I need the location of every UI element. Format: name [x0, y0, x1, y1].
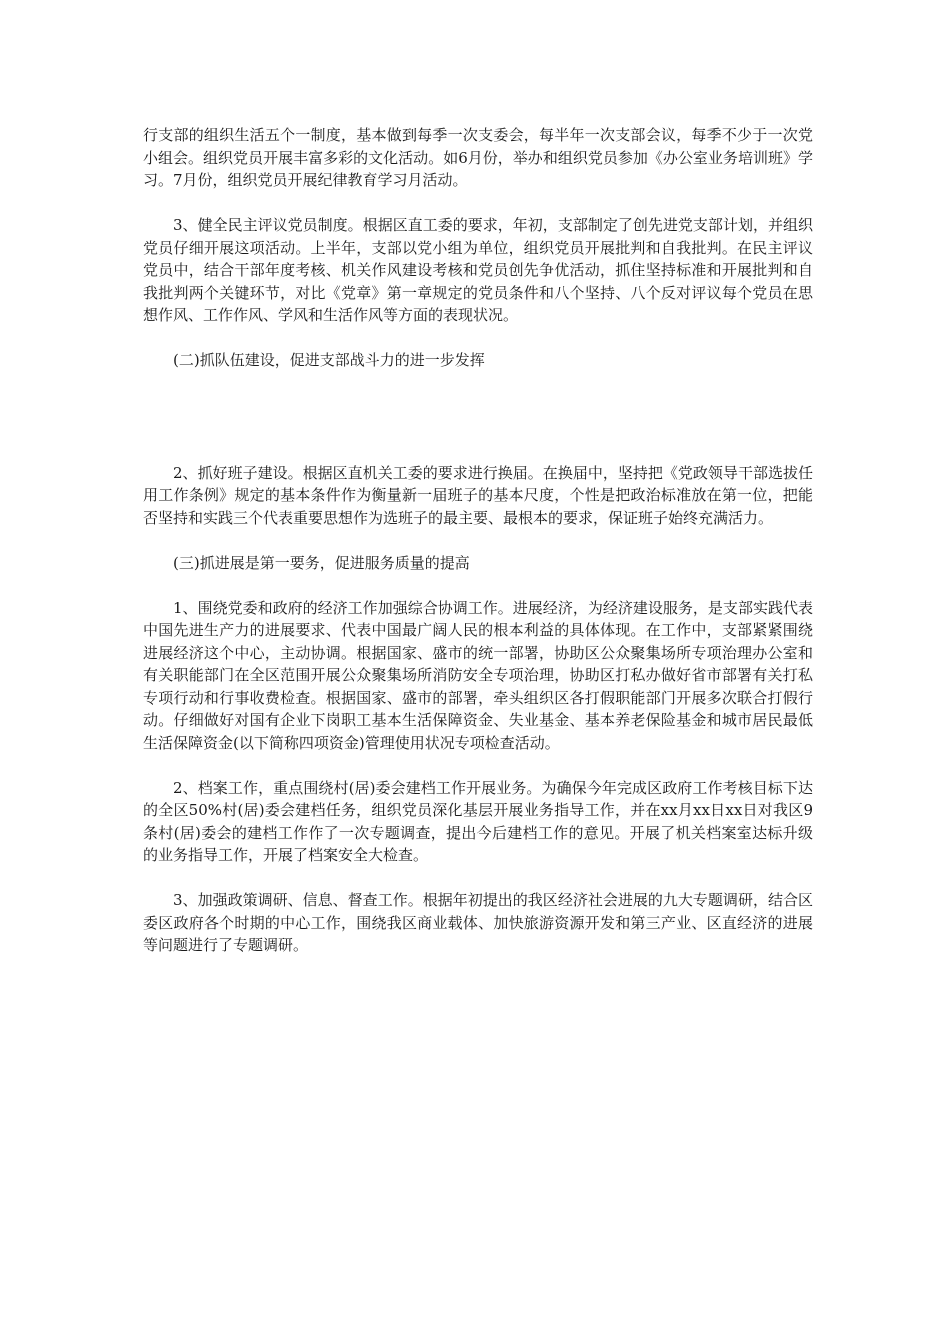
- section-heading-team-building: (二)抓队伍建设，促进支部战斗力的进一步发挥: [173, 351, 485, 369]
- paragraph-policy-research: 3、加强政策调研、信息、督查工作。根据年初提出的我区经济社会进展的九大专题调研，结合区委区政府各个时期的中心工作，围绕我区商业载体、加快旅游资源开发和第三产业、区直经济的进展等问题进行了专题调研。: [143, 891, 813, 954]
- paragraph-economic-coordination: 1、围绕党委和政府的经济工作加强综合协调工作。进展经济，为经济建设服务，是支部实践代表中国先进生产力的进展要求、代表中国最广阔人民的根本利益的具体体现。在工作中，支部紧紧围绕进展经济这个中心，主动协调。根据国家、盛市的统一部署，协助区公众聚集场所专项治理办公室和有关职能部门在全区范围开展公众聚集场所消防安全专项治理，协助区打私办做好省市部署有关打私专项行动和行事收费检查。根据国家、盛市的部署，牵头组织区各打假职能部门开展多次联合打假行动。仔细做好对国有企业下岗职工基本生活保障资金、失业基金、基本养老保险基金和城市居民最低生活保障资金(以下简称四项资金)管理使用状况专项检查活动。: [143, 598, 813, 752]
- paragraph-branch-life: 行支部的组织生活五个一制度，基本做到每季一次支委会，每半年一次支部会议，每季不少于一次党小组会。组织党员开展丰富多彩的文化活动。如6月份，举办和组织党员参加《办公室业务培训班》学习。7月份，组织党员开展纪律教育学习月活动。: [143, 126, 813, 189]
- section-heading-development: (三)抓进展是第一要务，促进服务质量的提高: [173, 553, 470, 572]
- paragraph-democratic-review: 3、健全民主评议党员制度。根据区直工委的要求，年初，支部制定了创先进党支部计划，并组织党员仔细开展这项活动。上半年，支部以党小组为单位，组织党员开展批判和自我批判。在民主评议党员中，结合干部年度考核、机关作风建设考核和党员创先争优活动，抓住坚持标准和开展批判和自我批判两个关键环节，对比《党章》第一章规定的党员条件和八个坚持、八个反对评议每个党员在思想作风、工作作风、学风和生活作风等方面的表现状况。: [143, 216, 813, 324]
- document-body: [143, 124, 813, 979]
- blank-gap: [143, 394, 813, 462]
- paragraph-archives-work: 2、档案工作，重点围绕村(居)委会建档工作开展业务。为确保今年完成区政府工作考核目标下达的全区50%村(居)委会建档任务，组织党员深化基层开展业务指导工作，并在xx月xx日xx日对我区9条村(居)委会的建档工作作了一次专题调查，提出今后建档工作的意见。开展了机关档案室达标升级的业务指导工作，开展了档案安全大检查。: [143, 778, 813, 864]
- paragraph-leadership-team: 2、抓好班子建设。根据区直机关工委的要求进行换届。在换届中，坚持把《党政领导干部选拔任用工作条例》规定的基本条件作为衡量新一届班子的基本尺度，个性是把政治标准放在第一位，把能否坚持和实践三个代表重要思想作为选班子的最主要、最根本的要求，保证班子始终充满活力。: [143, 463, 813, 527]
